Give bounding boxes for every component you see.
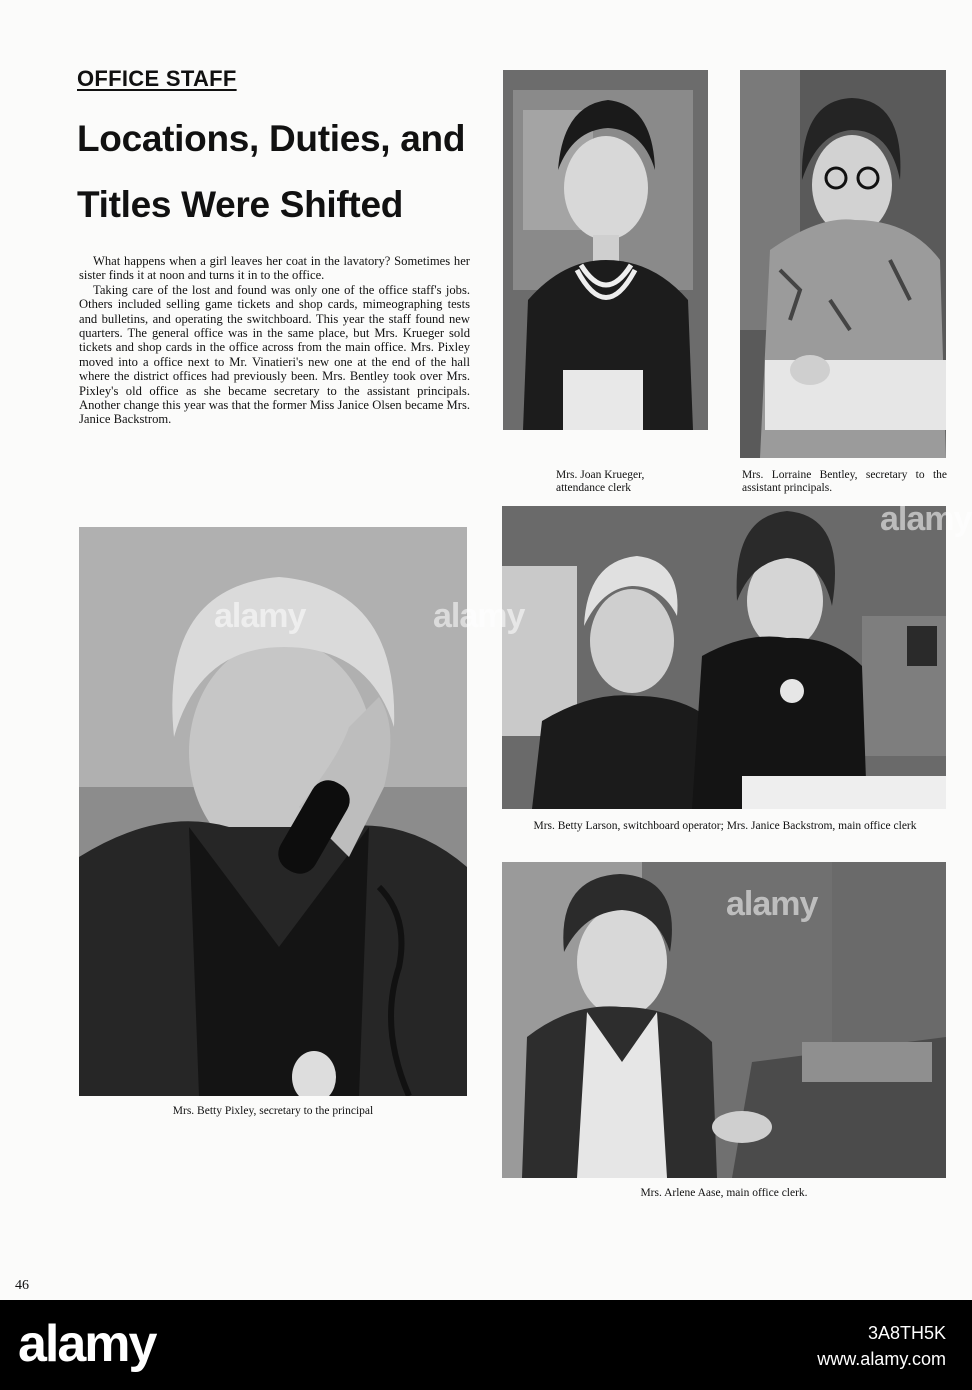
caption-bentley: Mrs. Lorraine Bentley, secretary to the assistant principals. <box>742 469 947 494</box>
headline-line-1: Locations, Duties, and <box>77 118 466 159</box>
watermark: alamy <box>880 500 972 538</box>
article-body <box>79 254 470 427</box>
image-id-block <box>817 1320 946 1372</box>
photo-krueger <box>503 70 708 430</box>
caption-pixley: Mrs. Betty Pixley, secretary to the principal <box>172 1105 374 1117</box>
alamy-logo: alamy <box>18 1315 156 1373</box>
caption-larson-backstrom: Mrs. Betty Larson, switchboard operator; Mrs. Janice Backstrom, main office clerk <box>533 820 917 832</box>
watermark: alamy <box>214 597 306 635</box>
headline-line-2: Titles Were Shifted <box>77 184 404 225</box>
paragraph: Taking care of the lost and found was only one of the office staff's jobs. Others included selling game tickets and shop cards, mimeographing tests and bulletins, and operating the switchboard. This year the staff found new quarters. The general office was in the same place, but Mrs. Krueger sold tickets and shop cards in the office across from the main office. Mrs. Pixley moved into a office next to Mr. Vinatieri's new one at the end of the hall where the district offices had previously been. Mrs. Bentley took over Mrs. Pixley's old office as she became secretary to the assistant principals. Another change this year was that the former Miss Janice Olsen became Mrs. Janice Backstrom. <box>79 282 470 427</box>
photo-larson-backstrom <box>502 506 946 809</box>
headline <box>77 106 497 238</box>
watermark: alamy <box>433 597 525 635</box>
caption-krueger: Mrs. Joan Krueger, attendance clerk <box>556 469 645 494</box>
caption-aase: Mrs. Arlene Aase, main office clerk. <box>640 1187 808 1199</box>
section-label: OFFICE STAFF <box>77 66 237 91</box>
photo-aase <box>502 862 946 1178</box>
photo-pixley <box>79 527 467 1096</box>
site-url: www.alamy.com <box>817 1349 946 1369</box>
image-id: 3A8TH5K <box>867 1323 946 1343</box>
stock-footer-bar <box>0 1300 972 1390</box>
paragraph: What happens when a girl leaves her coat in the lavatory? Sometimes her sister finds it at noon and turns it in to the office. <box>79 254 470 283</box>
watermark: alamy <box>726 885 818 923</box>
photo-bentley <box>740 70 946 458</box>
page-number: 46 <box>15 1278 29 1293</box>
